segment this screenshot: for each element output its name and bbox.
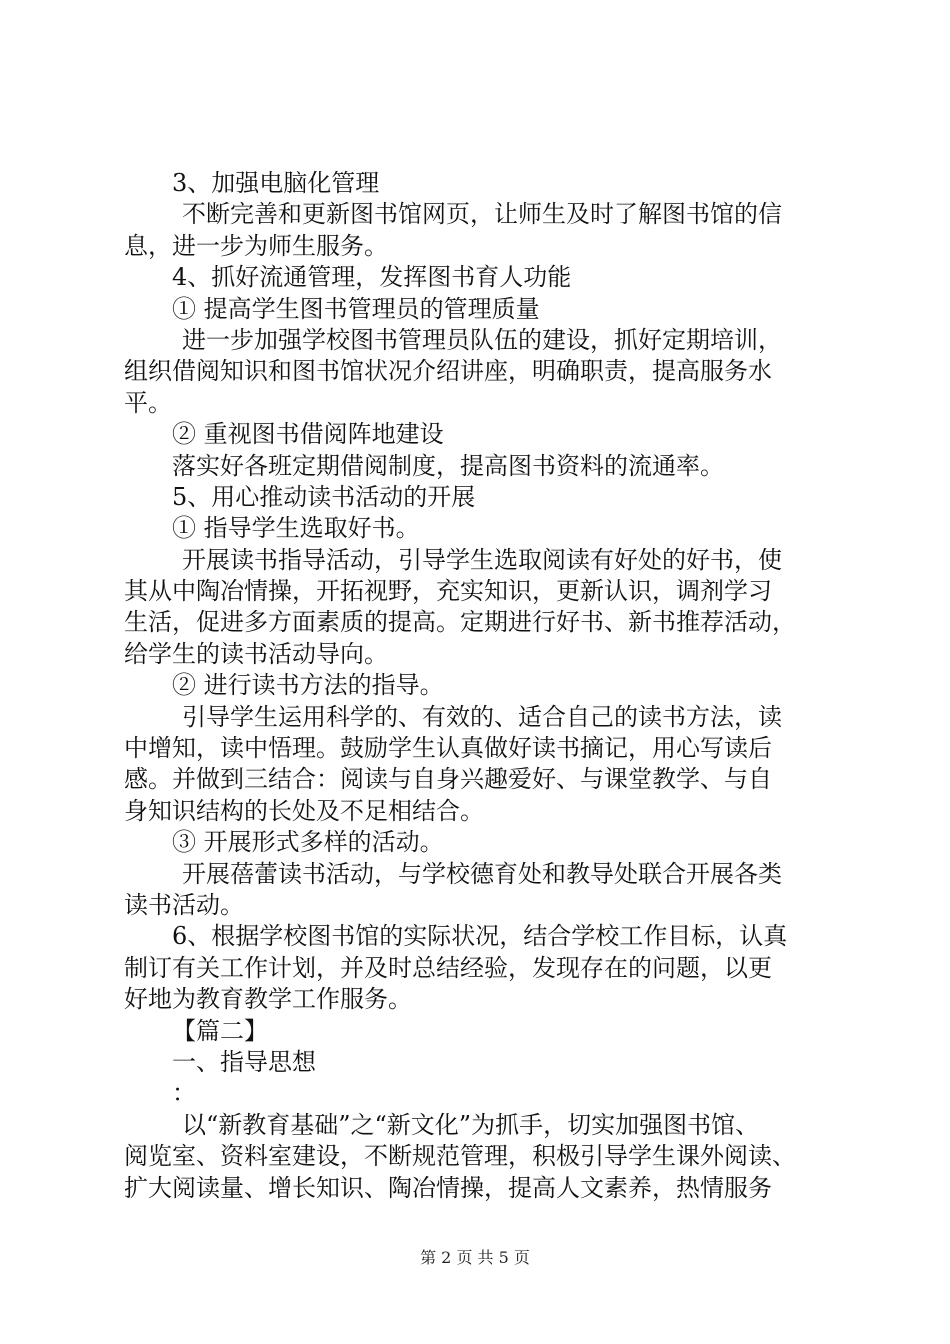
- page-footer: 第 2 页 共 5 页: [420, 1248, 530, 1267]
- paragraph-line: 不断完善和更新图书馆网页，让师生及时了解图书馆的信: [182, 200, 782, 229]
- paragraph-line: 读书活动。: [124, 890, 244, 919]
- subsection-heading: ② 进行读书方法的指导。: [172, 671, 444, 700]
- paragraph-line: 息，进一步为师生服务。: [124, 231, 388, 260]
- paragraph-line: 落实好各班定期借阅制度，提高图书资料的流通率。: [172, 451, 724, 480]
- paragraph-line: 好地为教育教学工作服务。: [124, 985, 412, 1014]
- paragraph-line: 制订有关工作计划，并及时总结经验，发现存在的问题，以更: [124, 953, 772, 982]
- paragraph-line: 平。: [124, 388, 172, 417]
- paragraph-line: 身知识结构的长处及不足相结合。: [124, 796, 484, 825]
- paragraph-line: 感。并做到三结合：阅读与自身兴趣爱好、与课堂教学、与自: [124, 765, 772, 794]
- paragraph-line: 给学生的读书活动导向。: [124, 639, 388, 668]
- paragraph-line: 生活，促进多方面素质的提高。定期进行好书、新书推荐活动，: [124, 608, 796, 637]
- paragraph-line: 进一步加强学校图书管理员队伍的建设，抓好定期培训，: [182, 325, 782, 354]
- colon-mark: ：: [172, 1079, 196, 1108]
- subsection-heading: ② 重视图书借阅阵地建设: [172, 420, 444, 449]
- section-heading: 3、加强电脑化管理: [172, 169, 380, 197]
- paragraph-line: 扩大阅读量、增长知识、陶冶情操，提高人文素养，热情服务: [124, 1173, 772, 1202]
- section-heading: 一、指导思想: [172, 1047, 316, 1076]
- paragraph-line: 以“新教育基础”之“新文化”为抓手，切实加强图书馆、: [182, 1110, 760, 1139]
- section-heading: 5、用心推动读书活动的开展: [172, 482, 476, 511]
- paragraph-line: 组织借阅知识和图书馆状况介绍讲座，明确职责，提高服务水: [124, 357, 772, 386]
- part-heading: 【篇二】: [172, 1016, 268, 1045]
- section-heading: 4、抓好流通管理，发挥图书育人功能: [172, 263, 572, 292]
- document-body: [124, 168, 836, 1204]
- paragraph-line: 其从中陶冶情操，开拓视野，充实知识，更新认识，调剂学习: [124, 577, 772, 606]
- paragraph-line: 开展蓓蕾读书活动，与学校德育处和教导处联合开展各类: [182, 859, 782, 888]
- subsection-heading: ① 指导学生选取好书。: [172, 514, 420, 543]
- paragraph-line: 阅览室、资料室建设，不断规范管理，积极引导学生课外阅读、: [124, 1142, 796, 1171]
- section-heading: 6、根据学校图书馆的实际状况，结合学校工作目标，认真: [172, 922, 788, 951]
- subsection-heading: ③ 开展形式多样的活动。: [172, 828, 444, 857]
- paragraph-line: 开展读书指导活动，引导学生选取阅读有好处的好书，使: [182, 545, 782, 574]
- paragraph-line: 引导学生运用科学的、有效的、适合自己的读书方法，读: [182, 702, 782, 731]
- paragraph-line: 中增知，读中悟理。鼓励学生认真做好读书摘记，用心写读后: [124, 734, 772, 763]
- subsection-heading: ① 提高学生图书管理员的管理质量: [172, 294, 540, 323]
